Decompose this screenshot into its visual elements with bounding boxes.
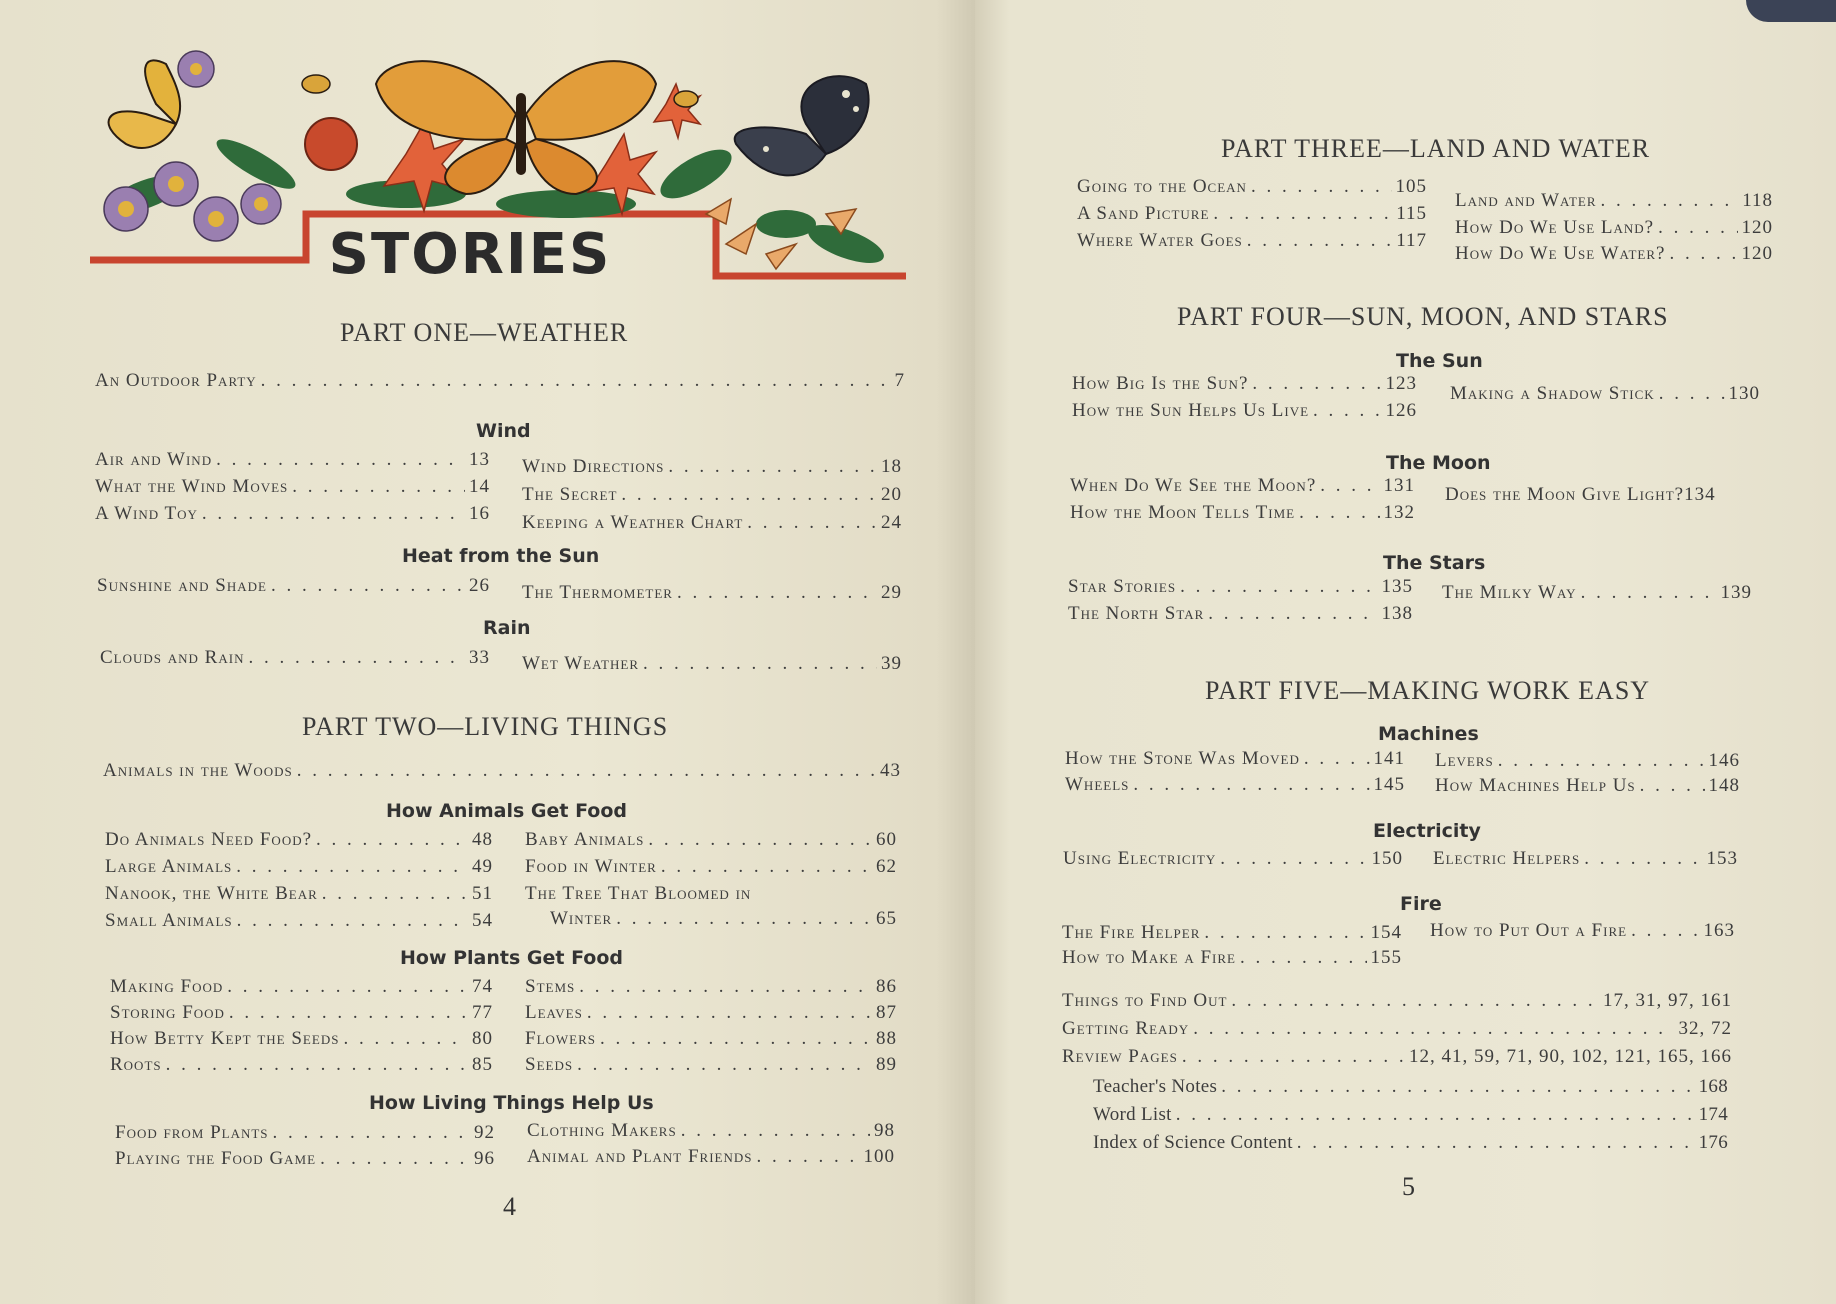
toc-entry: Winter . . . 65 [550, 908, 897, 930]
toc-entry: How Machines Help Us . . . 148 [1435, 775, 1740, 797]
right-page [975, 0, 1836, 1304]
toc-entry: Stems . . . 86 [525, 976, 897, 998]
toc-entry: Does the Moon Give Light? 134 [1445, 484, 1716, 505]
section-heading-heat: Heat from the Sun [402, 545, 600, 567]
toc-entry: How the Moon Tells Time . . . 132 [1070, 502, 1415, 524]
section-heading-machines: Machines [1378, 723, 1479, 745]
section-heading-moon: The Moon [1386, 452, 1491, 474]
toc-entry: Air and Wind . . . 13 [95, 449, 490, 471]
section-heading-wind: Wind [476, 420, 531, 442]
toc-entry: An Outdoor Party . . . 7 [95, 370, 905, 392]
toc-entry: The Tree That Bloomed in [525, 883, 752, 904]
toc-entry: Wheels . . . 145 [1065, 774, 1405, 796]
toc-entry: Using Electricity . . . 150 [1063, 848, 1403, 870]
toc-entry: Seeds . . . 89 [525, 1054, 897, 1076]
toc-entry: How to Make a Fire . . . 155 [1062, 947, 1402, 969]
part-five-heading: PART FIVE—MAKING WORK EASY [1205, 676, 1651, 705]
toc-entry: How the Stone Was Moved . . . 141 [1065, 748, 1405, 770]
toc-entry: Making a Shadow Stick . . . 130 [1450, 383, 1760, 405]
toc-entry: Food from Plants . . . 92 [115, 1122, 495, 1144]
section-heading-animals: How Animals Get Food [386, 800, 628, 822]
part-three-heading: PART THREE—LAND AND WATER [1221, 134, 1651, 163]
toc-entry: Land and Water . . . 118 [1455, 190, 1773, 212]
toc-entry: Going to the Ocean . . . 105 [1077, 176, 1427, 198]
toc-entry: Nanook, the White Bear . . . 51 [105, 883, 493, 905]
section-heading-sun: The Sun [1396, 350, 1483, 372]
toc-entry: How Do We Use Water? . . . 120 [1455, 243, 1773, 265]
toc-entry: Word List . . . 174 [1093, 1104, 1728, 1126]
toc-entry: The Secret . . . 20 [522, 484, 902, 506]
part-one-heading: PART ONE—WEATHER [340, 318, 629, 347]
toc-entry: Leaves . . . 87 [525, 1002, 897, 1024]
section-heading-electricity: Electricity [1373, 820, 1481, 842]
toc-entry: The North Star . . . 138 [1068, 603, 1413, 625]
section-heading-help: How Living Things Help Us [369, 1092, 654, 1114]
toc-entry: How Do We Use Land? . . . 120 [1455, 217, 1773, 239]
toc-entry: Teacher's Notes . . . 168 [1093, 1076, 1728, 1098]
toc-entry: Storing Food . . . 77 [110, 1002, 493, 1024]
toc-entry: Levers . . . 146 [1435, 750, 1740, 772]
toc-entry: Keeping a Weather Chart . . . 24 [522, 512, 902, 534]
page-number-right: 5 [1402, 1172, 1415, 1201]
toc-entry: Getting Ready . . . 32, 72 [1062, 1018, 1732, 1040]
toc-entry: Review Pages . . . 12, 41, 59, 71, 90, 102, 121, 165, 166 [1062, 1046, 1732, 1068]
section-heading-plants: How Plants Get Food [400, 947, 624, 969]
toc-entry: Food in Winter . . . 62 [525, 856, 897, 878]
toc-entry: Clouds and Rain . . . 33 [100, 647, 490, 669]
toc-entry: A Wind Toy . . . 16 [95, 503, 490, 525]
toc-entry: Making Food . . . 74 [110, 976, 493, 998]
toc-entry: Animals in the Woods . . . 43 [103, 760, 901, 782]
toc-entry: Electric Helpers . . . 153 [1433, 848, 1738, 870]
toc-entry: Index of Science Content . . . 176 [1093, 1132, 1728, 1154]
page-number-left: 4 [503, 1192, 516, 1221]
toc-entry: The Milky Way . . . 139 [1442, 582, 1752, 604]
section-heading-rain: Rain [483, 617, 531, 639]
toc-entry: Star Stories . . . 135 [1068, 576, 1413, 598]
toc-entry: Wet Weather . . . 39 [522, 653, 902, 675]
toc-entry: A Sand Picture . . . 115 [1077, 203, 1427, 225]
toc-entry: Where Water Goes . . . 117 [1077, 230, 1427, 252]
section-heading-stars: The Stars [1383, 552, 1486, 574]
toc-entry: Animal and Plant Friends . . . 100 [527, 1146, 895, 1168]
toc-entry: How Betty Kept the Seeds . . . 80 [110, 1028, 493, 1050]
toc-entry: When Do We See the Moon? . . . 131 [1070, 475, 1415, 497]
toc-entry: Large Animals . . . 49 [105, 856, 493, 878]
stories-title: STORIES [328, 222, 612, 287]
section-heading-fire: Fire [1400, 893, 1442, 915]
toc-entry: Playing the Food Game . . . 96 [115, 1148, 495, 1170]
toc-entry: Things to Find Out . . . 17, 31, 97, 161 [1062, 990, 1732, 1012]
toc-entry: Sunshine and Shade . . . 26 [97, 575, 490, 597]
toc-entry: What the Wind Moves . . . 14 [95, 476, 490, 498]
toc-entry: Do Animals Need Food? . . . 48 [105, 829, 493, 851]
toc-entry: The Thermometer . . . 29 [522, 582, 902, 604]
part-four-heading: PART FOUR—SUN, MOON, AND STARS [1177, 302, 1669, 331]
toc-entry: Roots . . . 85 [110, 1054, 493, 1076]
toc-entry: Wind Directions . . . 18 [522, 456, 902, 478]
toc-entry: How the Sun Helps Us Live . . . 126 [1072, 400, 1417, 422]
part-two-heading: PART TWO—LIVING THINGS [302, 712, 669, 741]
toc-entry: Baby Animals . . . 60 [525, 829, 897, 851]
toc-entry: Flowers . . . 88 [525, 1028, 897, 1050]
toc-entry: Clothing Makers . . . 98 [527, 1120, 895, 1142]
toc-entry: Small Animals . . . 54 [105, 910, 493, 932]
toc-entry: How to Put Out a Fire . . . 163 [1430, 920, 1735, 942]
toc-entry: The Fire Helper . . . 154 [1062, 922, 1402, 944]
toc-entry: How Big Is the Sun? . . . 123 [1072, 373, 1417, 395]
